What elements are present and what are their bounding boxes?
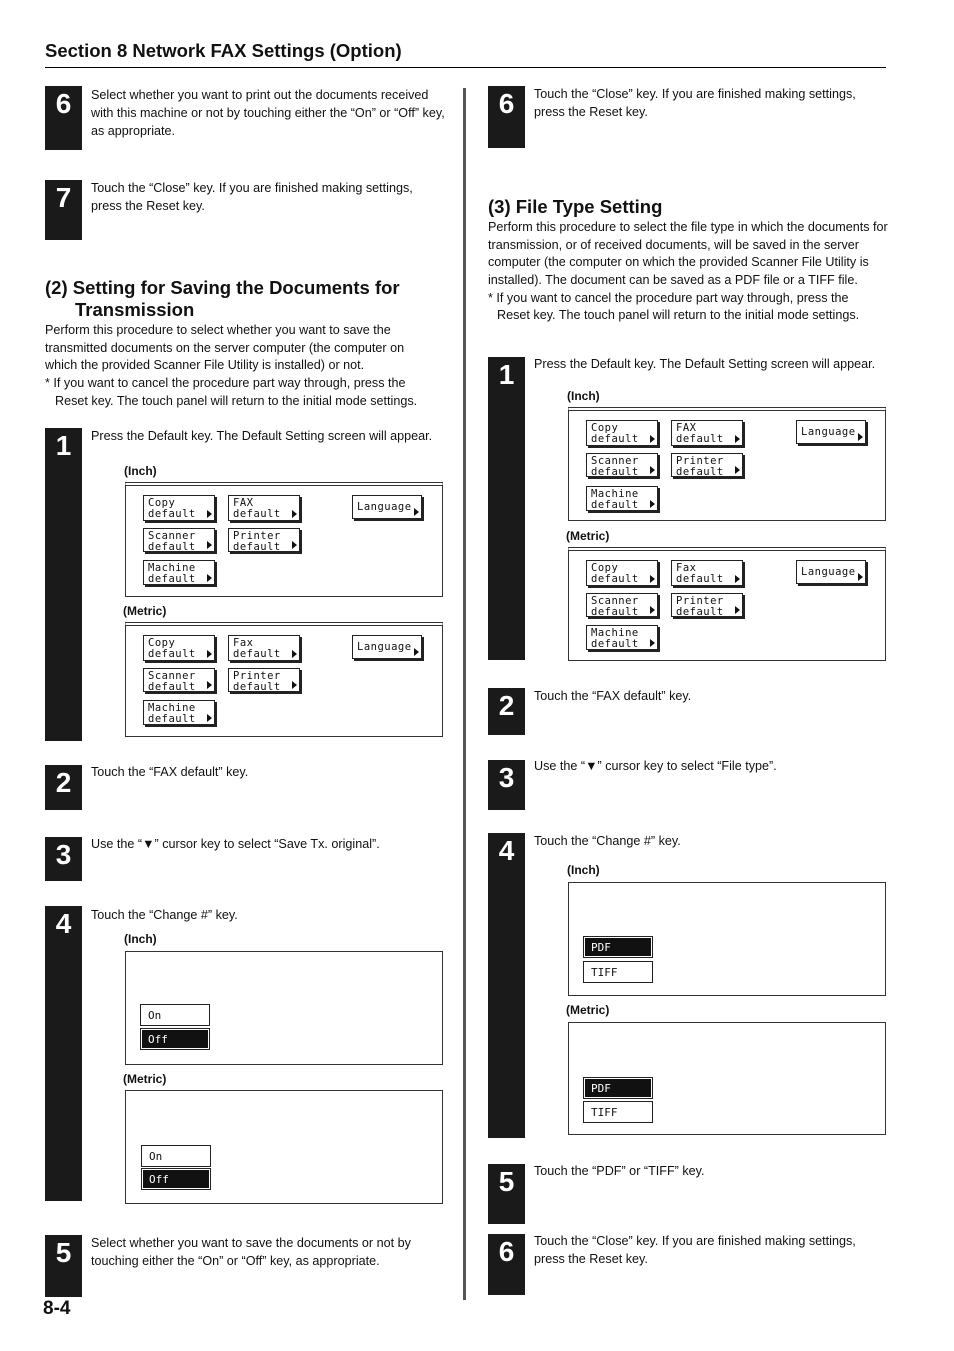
copy-default-key[interactable]: Copy default — [586, 560, 658, 586]
section-title-saving: (2) Setting for Saving the Documents for — [45, 277, 400, 298]
header-rule — [45, 67, 886, 68]
label-inch: (Inch) — [567, 389, 600, 403]
step-number-6: 6 — [488, 1234, 525, 1295]
step-5-text: Select whether you want to save the documents or not by touching either the “On” or “Off” key, as appropriate. — [91, 1236, 411, 1268]
pdf-key[interactable]: PDF — [583, 1077, 653, 1099]
fax-default-key[interactable]: Fax default — [671, 560, 743, 586]
step-number-6: 6 — [45, 86, 82, 150]
tiff-key[interactable]: TIFF — [583, 1101, 653, 1123]
step-number-6: 6 — [488, 86, 525, 148]
step-4-text: Touch the “Change #” key. — [534, 834, 681, 848]
default-setting-screen-inch — [125, 482, 443, 597]
step-number-4: 4 — [45, 906, 82, 1201]
step-number-2: 2 — [488, 688, 525, 735]
copy-default-key[interactable]: Copy default — [143, 635, 215, 661]
default-setting-screen-metric — [125, 622, 443, 737]
step-2-text: Touch the “FAX default” key. — [534, 689, 692, 703]
save-tx-original-screen-metric — [125, 1090, 443, 1204]
language-key[interactable]: Language — [796, 420, 866, 444]
step-number-5: 5 — [488, 1164, 525, 1224]
printer-default-key[interactable]: Printer default — [671, 593, 743, 617]
scanner-default-key[interactable]: Scanner default — [586, 453, 658, 477]
step-3-text: Use the “▼” cursor key to select “Save Tx. original”. — [91, 837, 380, 851]
step-number-4: 4 — [488, 833, 525, 1138]
section-intro-saving: Perform this procedure to select whether you want to save the transmitted documents on the server computer (the computer on which the provided Scanner File Utility is installed) or not. — [45, 323, 405, 373]
off-key[interactable]: Off — [141, 1168, 211, 1190]
label-inch: (Inch) — [124, 932, 157, 946]
machine-default-key[interactable]: Machine default — [586, 486, 658, 511]
step-4-text: Touch the “Change #” key. — [91, 908, 238, 922]
step-5-text: Touch the “PDF” or “TIFF” key. — [534, 1164, 705, 1178]
printer-default-key[interactable]: Printer default — [671, 453, 743, 477]
section-header: Section 8 Network FAX Settings (Option) — [45, 40, 402, 61]
fax-default-key[interactable]: FAX default — [228, 495, 300, 521]
step-number-1: 1 — [45, 428, 82, 741]
page-number: 8-4 — [43, 1298, 71, 1319]
step-number-3: 3 — [45, 837, 82, 881]
label-metric: (Metric) — [566, 529, 610, 543]
tiff-key[interactable]: TIFF — [583, 961, 653, 983]
section-intro-file-type: Perform this procedure to select the file type in which the documents for transmission, or of received documents, will be saved in the server computer (the computer on which the provided Scanner File Utility is installed). The document can be saved as a PDF file or a TIFF file. — [488, 220, 888, 287]
step-6-text: Touch the “Close” key. If you are finished making settings, press the Reset key. — [534, 1234, 856, 1266]
printer-default-key[interactable]: Printer default — [228, 528, 300, 552]
cancel-note-line2: Reset key. The touch panel will return to the initial mode settings. — [55, 394, 418, 408]
step-1-text: Press the Default key. The Default Setting screen will appear. — [534, 357, 876, 371]
label-metric: (Metric) — [123, 604, 167, 618]
step-6-text: Touch the “Close” key. If you are finished making settings, press the Reset key. — [534, 87, 856, 119]
off-key[interactable]: Off — [140, 1028, 210, 1050]
column-divider — [463, 88, 466, 1300]
step-3-text: Use the “▼” cursor key to select “File type”. — [534, 759, 777, 773]
scanner-default-key[interactable]: Scanner default — [586, 593, 658, 617]
step-number-2: 2 — [45, 765, 82, 810]
save-tx-original-screen-inch — [125, 951, 443, 1065]
pdf-key[interactable]: PDF — [583, 936, 653, 958]
step-6-text: Select whether you want to print out the documents received with this machine or not by touching either the “On” or “Off” key, as appropriate. — [91, 88, 445, 138]
step-7-text: Touch the “Close” key. If you are finished making settings, press the Reset key. — [91, 181, 413, 213]
copy-default-key[interactable]: Copy default — [143, 495, 215, 521]
printer-default-key[interactable]: Printer default — [228, 668, 300, 692]
language-key[interactable]: Language — [796, 560, 866, 584]
step-number-7: 7 — [45, 180, 82, 240]
file-type-screen-inch — [568, 882, 886, 996]
cancel-note-line1: * If you want to cancel the procedure part way through, press the — [488, 291, 849, 305]
language-key[interactable]: Language — [352, 495, 422, 519]
cancel-note-line1: * If you want to cancel the procedure part way through, press the — [45, 376, 406, 390]
machine-default-key[interactable]: Machine default — [143, 560, 215, 585]
machine-default-key[interactable]: Machine default — [586, 625, 658, 650]
default-setting-screen-inch — [568, 407, 886, 521]
file-type-screen-metric — [568, 1022, 886, 1135]
cancel-note-line2: Reset key. The touch panel will return to the initial mode settings. — [497, 308, 860, 322]
machine-default-key[interactable]: Machine default — [143, 700, 215, 725]
on-key[interactable]: On — [140, 1004, 210, 1026]
step-1-text: Press the Default key. The Default Setting screen will appear. — [91, 429, 433, 443]
label-inch: (Inch) — [124, 464, 157, 478]
label-inch: (Inch) — [567, 863, 600, 877]
section-title-file-type: (3) File Type Setting — [488, 196, 663, 217]
copy-default-key[interactable]: Copy default — [586, 420, 658, 446]
step-2-text: Touch the “FAX default” key. — [91, 765, 249, 779]
on-key[interactable]: On — [141, 1145, 211, 1167]
step-number-3: 3 — [488, 760, 525, 810]
scanner-default-key[interactable]: Scanner default — [143, 668, 215, 692]
fax-default-key[interactable]: Fax default — [228, 635, 300, 661]
section-title-saving-cont: Transmission — [75, 299, 195, 320]
default-setting-screen-metric — [568, 547, 886, 661]
fax-default-key[interactable]: FAX default — [671, 420, 743, 446]
scanner-default-key[interactable]: Scanner default — [143, 528, 215, 552]
step-number-1: 1 — [488, 357, 525, 660]
step-number-5: 5 — [45, 1235, 82, 1297]
language-key[interactable]: Language — [352, 635, 422, 659]
label-metric: (Metric) — [123, 1072, 167, 1086]
label-metric: (Metric) — [566, 1003, 610, 1017]
